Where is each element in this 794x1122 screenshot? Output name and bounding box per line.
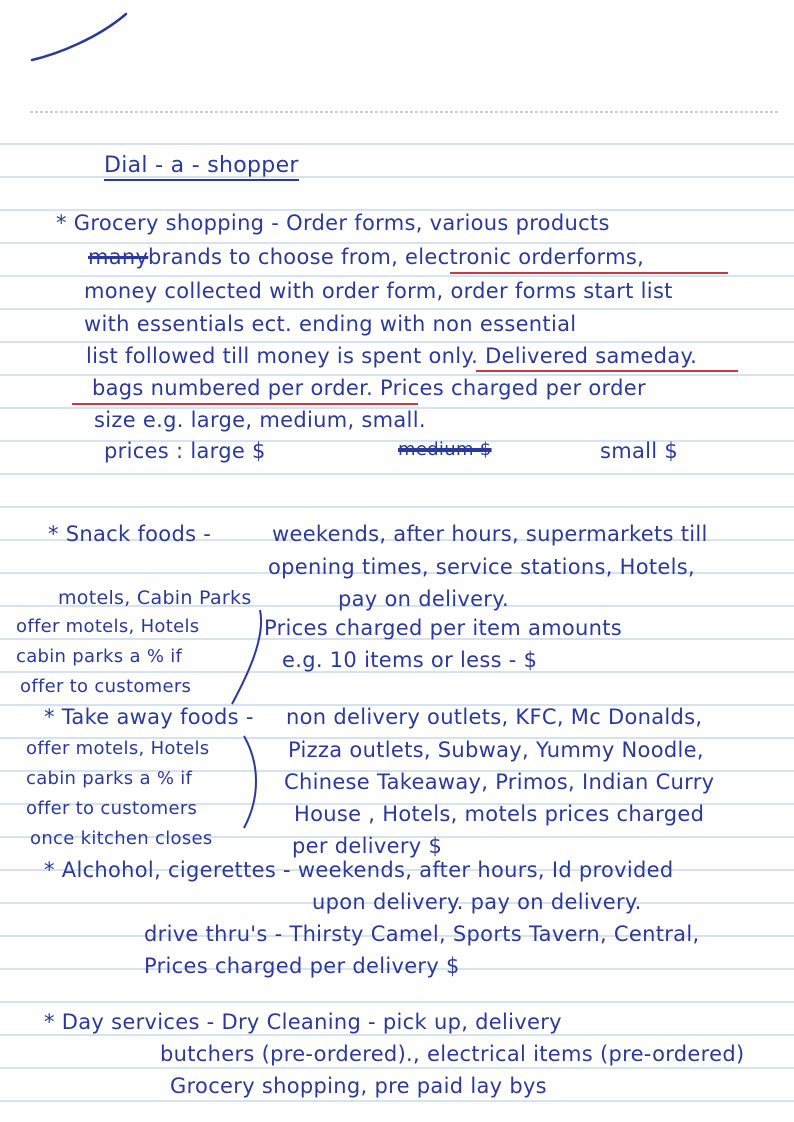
takeaway-side-note-2: cabin parks a % if bbox=[26, 768, 193, 789]
snack-side-note-2: cabin parks a % if bbox=[16, 646, 183, 667]
pen-stroke-mark bbox=[28, 8, 138, 68]
grocery-line-1: * Grocery shopping - Order forms, various products bbox=[56, 211, 610, 235]
alcohol-line-3: drive thru's - Thirsty Camel, Sports Tavern, Central, bbox=[144, 922, 700, 946]
snack-side-note-1: offer motels, Hotels bbox=[16, 616, 200, 637]
takeaway-line-4: House , Hotels, motels prices charged bbox=[294, 802, 705, 826]
grocery-crossed-word: many bbox=[88, 245, 149, 269]
snack-line-6: e.g. 10 items or less - $ bbox=[282, 648, 538, 672]
grocery-line-2: brands to choose from, electronic orderforms, bbox=[148, 245, 645, 269]
delivered-sameday-underline bbox=[476, 370, 738, 372]
alcohol-line-2: upon delivery. pay on delivery. bbox=[312, 890, 642, 914]
grocery-prices-small: small $ bbox=[600, 439, 679, 463]
snack-line-5: Prices charged per item amounts bbox=[264, 616, 623, 640]
grocery-line-4: with essentials ect. ending with non essential bbox=[84, 312, 577, 336]
day-services-line-3: Grocery shopping, pre paid lay bys bbox=[170, 1074, 547, 1098]
snack-line-4: pay on delivery. bbox=[338, 587, 509, 611]
snack-heading: * Snack foods - bbox=[48, 522, 212, 546]
takeaway-side-note-1: offer motels, Hotels bbox=[26, 738, 210, 759]
snack-note-bracket bbox=[226, 608, 266, 708]
grocery-crossed-medium: medium $ bbox=[398, 439, 492, 460]
alcohol-line-1: * Alchohol, cigerettes - weekends, after hours, Id provided bbox=[44, 858, 674, 882]
day-services-line-1: * Day services - Dry Cleaning - pick up, delivery bbox=[44, 1010, 562, 1034]
takeaway-note-bracket bbox=[238, 734, 262, 830]
day-services-line-2: butchers (pre-ordered)., electrical items (pre-ordered) bbox=[160, 1042, 745, 1066]
bags-numbered-underline bbox=[72, 403, 418, 405]
grocery-line-6: bags numbered per order. Prices charged per order bbox=[92, 376, 646, 400]
takeaway-line-3: Chinese Takeaway, Primos, Indian Curry bbox=[284, 770, 715, 794]
takeaway-heading: * Take away foods - bbox=[44, 705, 254, 729]
snack-line-2: opening times, service stations, Hotels, bbox=[268, 555, 695, 579]
grocery-prices-large: prices : large $ bbox=[104, 439, 266, 463]
takeaway-line-1: non delivery outlets, KFC, Mc Donalds, bbox=[286, 705, 703, 729]
grocery-line-5: list followed till money is spent only. Delivered sameday. bbox=[86, 344, 698, 368]
snack-line-1: weekends, after hours, supermarkets till bbox=[272, 522, 708, 546]
grocery-line-3: money collected with order form, order forms start list bbox=[84, 279, 673, 303]
page-title: Dial - a - shopper bbox=[104, 155, 299, 181]
snack-side-note-3: offer to customers bbox=[20, 676, 192, 697]
takeaway-side-note-4: once kitchen closes bbox=[30, 828, 213, 849]
snack-line-3: motels, Cabin Parks bbox=[58, 587, 252, 609]
takeaway-line-5: per delivery $ bbox=[292, 834, 443, 858]
alcohol-line-4: Prices charged per delivery $ bbox=[144, 954, 460, 978]
electronic-orderforms-underline bbox=[450, 272, 728, 274]
takeaway-side-note-3: offer to customers bbox=[26, 798, 198, 819]
grocery-line-7: size e.g. large, medium, small. bbox=[94, 408, 426, 432]
takeaway-line-2: Pizza outlets, Subway, Yummy Noodle, bbox=[288, 738, 704, 762]
